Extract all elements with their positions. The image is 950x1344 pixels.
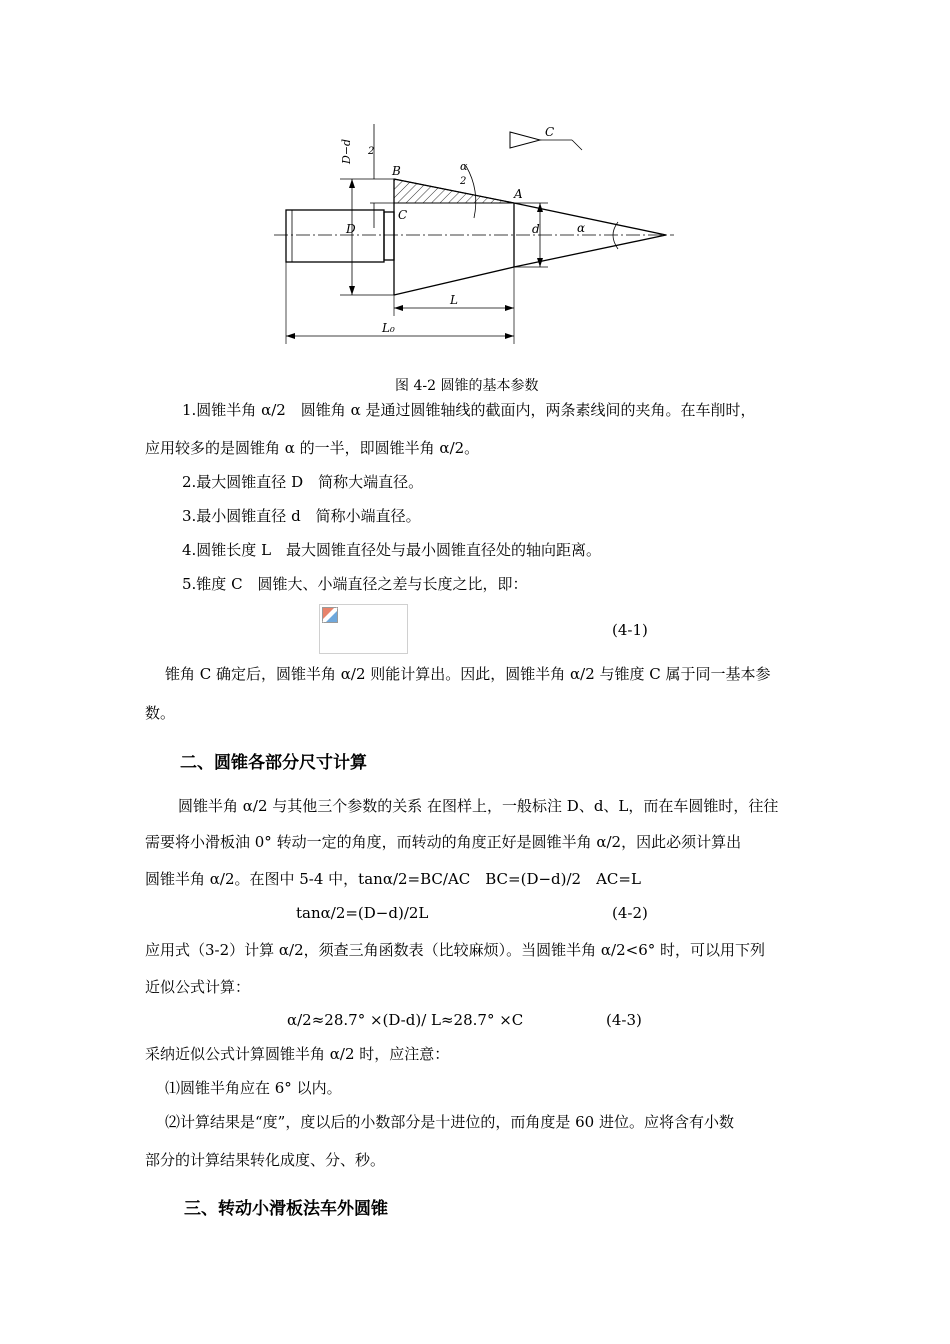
section-heading-2: 二、圆锥各部分尺寸计算	[180, 753, 367, 773]
label-half-alpha: α	[460, 160, 468, 173]
paragraph-3-line-2: 近似公式计算：	[145, 978, 251, 996]
paragraph-1-line-1: 锥角 C 确定后，圆锥半角 α/2 则能计算出。因此，圆锥半角 α/2 与锥度 C 属于同一基本参	[165, 665, 771, 683]
equation-4-3-label: (4-3)	[606, 1011, 642, 1029]
item-4: 4.圆锥长度 L 最大圆锥直径处与最小圆锥直径处的轴向距离。	[182, 541, 602, 559]
paragraph-1-line-2: 数。	[145, 704, 176, 722]
cone-parameter-diagram	[270, 118, 680, 350]
note-2-line-2: 部分的计算结果转化成度、分、秒。	[145, 1151, 386, 1169]
equation-4-1-label: (4-1)	[612, 621, 648, 639]
label-d-minus-d: D−d	[340, 138, 353, 164]
label-small-d: d	[532, 222, 540, 236]
paragraph-3-line-1: 应用式（3-2）计算 α/2，须查三角函数表（比较麻烦）。当圆锥半角 α/2<6° 时，可以用下列	[145, 941, 766, 959]
label-big-d: D	[346, 222, 356, 236]
item-2: 2.最大圆锥直径 D 简称大端直径。	[182, 473, 424, 491]
broken-image-icon	[322, 607, 338, 623]
label-taper-c: C	[545, 125, 555, 139]
item-5: 5.锥度 C 圆锥大、小端直径之差与长度之比，即：	[182, 575, 528, 593]
label-alpha: α	[577, 221, 586, 235]
label-c: C	[398, 208, 408, 222]
section-heading-3: 三、转动小滑板法车外圆锥	[184, 1199, 388, 1219]
equation-4-2: tanα/2=(D−d)/2L	[296, 904, 429, 922]
paragraph-2-line-3: 圆锥半角 α/2。在图中 5-4 中，tanα/2=BC/AC BC=(D−d)/2 AC=L	[145, 870, 641, 888]
paragraph-2-line-2: 需要将小滑板油 0° 转动一定的角度，而转动的角度正好是圆锥半角 α/2，因此必须计算出	[145, 833, 742, 851]
item-1-line-2: 应用较多的是圆锥角 α 的一半，即圆锥半角 α/2。	[145, 439, 480, 457]
label-l: L	[450, 293, 458, 307]
equation-4-3: α/2≈28.7° ×(D-d)/ L≈28.7° ×C	[287, 1011, 524, 1029]
label-l0: L₀	[382, 321, 395, 335]
label-a: A	[514, 187, 523, 201]
equation-image-placeholder	[319, 604, 408, 654]
note-2-line-1: ⑵计算结果是“度”，度以后的小数部分是十进位的，而角度是 60 进位。应将含有小数	[165, 1113, 734, 1131]
equation-4-2-label: (4-2)	[612, 904, 648, 922]
label-b: B	[392, 164, 401, 178]
paragraph-4: 采纳近似公式计算圆锥半角 α/2 时，应注意：	[145, 1045, 450, 1063]
note-1: ⑴圆锥半角应在 6° 以内。	[165, 1079, 342, 1097]
item-3: 3.最小圆锥直径 d 简称小端直径。	[182, 507, 421, 525]
label-half-alpha-two: 2	[460, 176, 467, 187]
figure-caption: 图 4-2 圆锥的基本参数	[395, 378, 539, 394]
paragraph-2-line-1: 圆锥半角 α/2 与其他三个参数的关系 在图样上，一般标注 D、d、L，而在车圆锥时，往往	[178, 797, 779, 815]
item-1-line-1: 1.圆锥半角 α/2 圆锥角 α 是通过圆锥轴线的截面内，两条素线间的夹角。在车削时，	[182, 401, 756, 419]
label-two: 2	[368, 146, 375, 157]
